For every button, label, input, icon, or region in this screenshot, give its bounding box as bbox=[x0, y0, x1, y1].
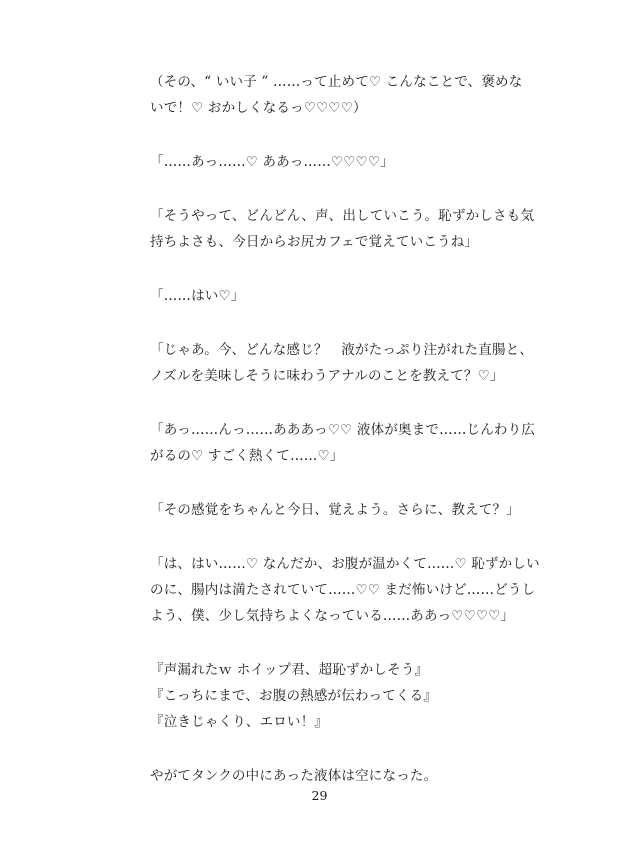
text-line-7: 「じゃあ。今、どんな感じ？ 液がたっぷり注がれた直腸と、 bbox=[150, 342, 534, 358]
text-line-14: よう、僕、少し気持ちよくなっている……ああっ♡♡♡♡」 bbox=[150, 608, 515, 624]
text-line-10: がるの♡ すごく熱くて……♡」 bbox=[150, 448, 344, 464]
text-line-5: 持ちよさも、今日からお尻カフェで覚えていこうね」 bbox=[150, 234, 479, 250]
text-line-3: 「……あっ……♡ ああっ……♡♡♡♡」 bbox=[150, 154, 394, 170]
text-line-12: 「は、はい……♡ なんだか、お腹が温かくて……♡ 恥ずかしい bbox=[150, 556, 540, 572]
text-line-4: 「そうやって、どんどん、声、出していこう。恥ずかしさも気 bbox=[150, 208, 535, 224]
text-line-13: のに、腸内は満たされていて……♡♡ まだ怖いけど……どうし bbox=[150, 582, 536, 598]
text-line-11: 「その感覚をちゃんと今日、覚えよう。さらに、教えて？」 bbox=[150, 502, 520, 518]
text-line-8: ノズルを美味しそうに味わうアナルのことを教えて？♡」 bbox=[150, 368, 504, 384]
text-line-9: 「あっ……んっ……あああっ♡♡ 液体が奥まで……じんわり広 bbox=[150, 422, 536, 438]
text-line-17: 『泣きじゃくり、エロい！』 bbox=[150, 714, 329, 730]
text-line-1: （その、“ いい子 ” ……って止めて♡ こんなことで、褒めな bbox=[150, 74, 523, 90]
text-line-6: 「……はい♡」 bbox=[150, 288, 245, 304]
page-number: 29 bbox=[311, 788, 328, 803]
text-line-2: いで！♡ おかしくなるっ♡♡♡♡） bbox=[150, 100, 367, 116]
text-line-15: 『声漏れたｗ ホイップ君、超恥ずかしそう』 bbox=[150, 662, 429, 678]
text-line-16: 『こっちにまで、お腹の熱感が伝わってくる』 bbox=[150, 688, 438, 704]
text-line-18: やがてタンクの中にあった液体は空になった。 bbox=[150, 768, 438, 784]
